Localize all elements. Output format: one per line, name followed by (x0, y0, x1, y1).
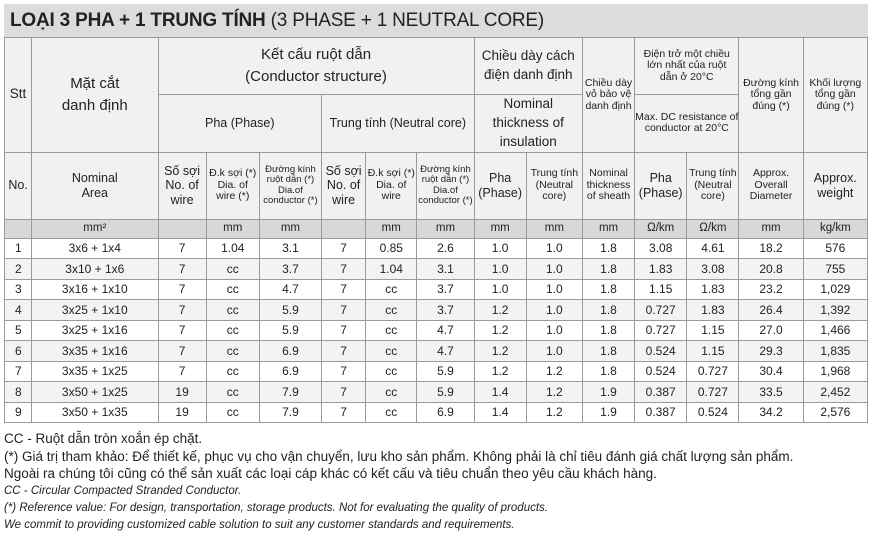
header-wires-neutral: Số sợi No. of wire (322, 152, 366, 219)
table-cell: 6.9 (259, 361, 321, 382)
header-conductor (158, 38, 474, 95)
table-cell: 1.8 (582, 279, 634, 300)
table-cell: 7 (322, 238, 366, 259)
table-cell: 2,576 (803, 402, 867, 423)
table-cell: 1.0 (526, 320, 582, 341)
table-cell: cc (206, 361, 259, 382)
header-res-phase: Pha (Phase) (635, 152, 687, 219)
table-cell: cc (206, 382, 259, 403)
table-cell: 3.7 (417, 300, 474, 321)
table-cell: 3.08 (635, 238, 687, 259)
header-weight-en: Approx. weight (803, 152, 867, 219)
unit-cell: mm (582, 219, 634, 238)
table-cell: 20.8 (739, 259, 803, 280)
table-cell: 1.8 (582, 320, 634, 341)
table-cell: 7 (158, 320, 206, 341)
header-dia-cond-neutral: Đường kính ruột dẫn (*) Dia.of conductor (*) (417, 152, 474, 219)
header-neutral-group: Trung tính (Neutral core) (322, 95, 475, 153)
header-phase-group: Pha (Phase) (158, 95, 322, 153)
note-reference-en: (*) Reference value: For design, transportation, storage products. Not for evaluating the quality of products. (4, 501, 548, 514)
table-cell: 1.0 (474, 279, 526, 300)
table-cell: 1.8 (582, 341, 634, 362)
table-cell: 1.15 (687, 320, 739, 341)
table-cell: 1.2 (526, 402, 582, 423)
table-cell: 3.7 (259, 259, 321, 280)
table-cell: 0.387 (635, 402, 687, 423)
header-insulation-vi: Chiều dày cách điện danh định (474, 38, 582, 95)
table-cell: 3x35 + 1x16 (32, 341, 158, 362)
header-ins-neutral: Trung tính (Neutral core) (526, 152, 582, 219)
header-sheath-en: Nominal thickness of sheath (582, 152, 634, 219)
table-cell: 5.9 (259, 320, 321, 341)
table-cell: cc (366, 361, 417, 382)
table-cell: 2 (5, 259, 32, 280)
table-cell: 4.7 (417, 341, 474, 362)
table-cell: 1,029 (803, 279, 867, 300)
header-res-neutral: Trung tính (Neutral core) (687, 152, 739, 219)
table-cell: cc (366, 300, 417, 321)
table-cell: 1.4 (474, 402, 526, 423)
spec-table (4, 37, 868, 423)
table-cell: 4.7 (417, 320, 474, 341)
table-cell: 7.9 (259, 402, 321, 423)
unit-cell (158, 219, 206, 238)
table-cell: cc (206, 279, 259, 300)
table-cell: 1.4 (474, 382, 526, 403)
table-cell: 1,392 (803, 300, 867, 321)
table-cell: 7 (322, 320, 366, 341)
table-cell: 1.2 (474, 341, 526, 362)
title-bar (4, 4, 868, 37)
table-cell: 1.8 (582, 259, 634, 280)
table-cell: 2.6 (417, 238, 474, 259)
table-cell: cc (366, 341, 417, 362)
header-insulation-en: Nominal thickness of insulation (474, 95, 582, 153)
table-cell: 0.524 (687, 402, 739, 423)
table-cell: cc (366, 279, 417, 300)
table-cell: 27.0 (739, 320, 803, 341)
header-wires-phase: Số sợi No. of wire (158, 152, 206, 219)
title-normal: (3 PHASE + 1 NEUTRAL CORE) (265, 9, 545, 31)
table-cell: 7 (5, 361, 32, 382)
unit-cell: mm (417, 219, 474, 238)
header-dia-wire-phase: Đ.k sợi (*) Dia. of wire (*) (206, 152, 259, 219)
note-cc-en: CC - Circular Compacted Stranded Conductor. (4, 484, 242, 497)
table-cell: 5.9 (417, 361, 474, 382)
table-row (5, 341, 868, 362)
header-area-vi: Mặt cắt danh định (32, 38, 158, 153)
table-cell: 1.8 (582, 361, 634, 382)
table-cell: 1.0 (474, 259, 526, 280)
table-cell: 0.727 (687, 382, 739, 403)
table-cell: 3x16 + 1x10 (32, 279, 158, 300)
unit-cell: Ω/km (635, 219, 687, 238)
unit-cell: mm (206, 219, 259, 238)
table-cell: 26.4 (739, 300, 803, 321)
table-cell: 8 (5, 382, 32, 403)
table-cell: 5.9 (417, 382, 474, 403)
table-cell: cc (206, 300, 259, 321)
table-cell: 1.8 (582, 300, 634, 321)
table-cell: 4 (5, 300, 32, 321)
table-cell: 34.2 (739, 402, 803, 423)
table-cell: 1.2 (526, 382, 582, 403)
table-cell: 19 (158, 402, 206, 423)
header-sheath-vi: Chiều dày vỏ bảo vệ danh định (582, 38, 634, 153)
table-cell: 1.2 (474, 320, 526, 341)
note-custom-vi: Ngoài ra chúng tôi cũng có thể sản xuất các loại cáp khác có kết cấu và tiêu chuẩn theo yêu cầu khách hàng. (4, 466, 657, 481)
table-cell: 6.9 (417, 402, 474, 423)
table-body (5, 238, 868, 423)
table-cell: cc (206, 402, 259, 423)
table-cell: 0.727 (687, 361, 739, 382)
unit-cell (5, 219, 32, 238)
table-cell: 3.1 (259, 238, 321, 259)
header-ins-phase: Pha (Phase) (474, 152, 526, 219)
table-cell: 1.8 (582, 238, 634, 259)
table-cell: 1.83 (687, 300, 739, 321)
unit-cell: mm (526, 219, 582, 238)
header-no: No. (5, 152, 32, 219)
note-custom-en: We commit to providing customized cable solution to suit any customer standards and requirements. (4, 518, 515, 531)
table-cell: cc (366, 382, 417, 403)
title-bold: LOẠI 3 PHA + 1 TRUNG TÍNH (10, 9, 266, 31)
table-cell: 1,835 (803, 341, 867, 362)
table-cell: 1.0 (526, 341, 582, 362)
table-cell: 3x35 + 1x25 (32, 361, 158, 382)
table-cell: 2,452 (803, 382, 867, 403)
header-conductor-en: (Conductor structure) (245, 68, 387, 85)
table-cell: 1,466 (803, 320, 867, 341)
table-cell: 9 (5, 402, 32, 423)
table-cell: cc (206, 320, 259, 341)
table-cell: 7 (158, 341, 206, 362)
table-cell: 3 (5, 279, 32, 300)
table-row (5, 259, 868, 280)
table-cell: 1.9 (582, 382, 634, 403)
table-cell: 3.7 (417, 279, 474, 300)
table-cell: 3x25 + 1x16 (32, 320, 158, 341)
table-cell: 1.15 (635, 279, 687, 300)
header-stt: Stt (5, 38, 32, 153)
table-cell: 1.04 (206, 238, 259, 259)
unit-cell: mm (366, 219, 417, 238)
unit-cell: kg/km (803, 219, 867, 238)
table-cell: 1,968 (803, 361, 867, 382)
table-cell: 7 (322, 382, 366, 403)
header-dia-cond-phase: Đường kính ruột dẫn (*) Dia.of conductor (*) (259, 152, 321, 219)
table-cell: 3x25 + 1x10 (32, 300, 158, 321)
unit-cell: Ω/km (687, 219, 739, 238)
table-cell: 1.83 (635, 259, 687, 280)
table-cell: 0.85 (366, 238, 417, 259)
table-cell: 1.0 (526, 300, 582, 321)
unit-cell: mm² (32, 219, 158, 238)
table-cell: 1.15 (687, 341, 739, 362)
table-cell: 7 (322, 259, 366, 280)
table-cell: 18.2 (739, 238, 803, 259)
table-cell: 3x50 + 1x25 (32, 382, 158, 403)
table-cell: 7 (322, 300, 366, 321)
page-title (4, 10, 544, 32)
table-cell: 576 (803, 238, 867, 259)
units-row (5, 219, 868, 238)
table-cell: 7 (158, 259, 206, 280)
table-cell: 7.9 (259, 382, 321, 403)
table-cell: 3.1 (417, 259, 474, 280)
table-cell: 0.524 (635, 361, 687, 382)
table-cell: cc (206, 341, 259, 362)
table-cell: 6 (5, 341, 32, 362)
table-cell: 0.727 (635, 320, 687, 341)
table-cell: 4.7 (259, 279, 321, 300)
table-cell: 3.08 (687, 259, 739, 280)
table-cell: 0.524 (635, 341, 687, 362)
table-cell: 7 (158, 279, 206, 300)
unit-cell: mm (739, 219, 803, 238)
table-cell: 1 (5, 238, 32, 259)
note-reference-vi: (*) Giá trị tham khảo: Để thiết kế, phục vụ cho vận chuyển, lưu kho sản phẩm. Không phải là chỉ tiêu đánh giá chất lượng sản phẩm. (4, 448, 794, 464)
header-resistance-en: Max. DC resistance of conductor at 20°C (635, 95, 739, 153)
table-cell: cc (366, 402, 417, 423)
table-cell: 1.2 (474, 361, 526, 382)
table-cell: 3x50 + 1x35 (32, 402, 158, 423)
table-cell: 1.0 (526, 279, 582, 300)
table-row (5, 382, 868, 403)
table-cell: 3x6 + 1x4 (32, 238, 158, 259)
table-cell: 1.0 (526, 238, 582, 259)
table-cell: 7 (158, 361, 206, 382)
table-cell: 5.9 (259, 300, 321, 321)
table-cell: 7 (322, 279, 366, 300)
table-cell: 1.2 (526, 361, 582, 382)
table-cell: 1.83 (687, 279, 739, 300)
header-diameter-en: Approx. Overall Diameter (739, 152, 803, 219)
table-cell: 30.4 (739, 361, 803, 382)
table-row (5, 402, 868, 423)
table-row (5, 238, 868, 259)
table-cell: 6.9 (259, 341, 321, 362)
table-cell: 7 (322, 361, 366, 382)
header-conductor-vi: Kết cấu ruột dẫn (260, 46, 372, 64)
unit-cell (322, 219, 366, 238)
table-cell: 1.04 (366, 259, 417, 280)
note-cc-vi: CC - Ruột dẫn tròn xoắn ép chặt. (4, 431, 203, 446)
table-row (5, 320, 868, 341)
unit-cell: mm (259, 219, 321, 238)
table-cell: 755 (803, 259, 867, 280)
table-cell: 5 (5, 320, 32, 341)
table-cell: 7 (322, 341, 366, 362)
table-cell: cc (366, 320, 417, 341)
table-cell: 19 (158, 382, 206, 403)
header-weight-vi: Khối lượng tổng gần đúng (*) (803, 38, 867, 153)
header-resistance-vi: Điện trở một chiều lớn nhất của ruột dẫn ở 20°C (635, 38, 739, 95)
table-cell: 3x10 + 1x6 (32, 259, 158, 280)
table-cell: 7 (158, 300, 206, 321)
notes (4, 430, 868, 534)
table-cell: cc (206, 259, 259, 280)
table-cell: 0.387 (635, 382, 687, 403)
table-row (5, 279, 868, 300)
header-dia-wire-neutral: Đ.k sợi (*) Dia. of wire (366, 152, 417, 219)
table-cell: 1.2 (474, 300, 526, 321)
table-cell: 29.3 (739, 341, 803, 362)
table-cell: 23.2 (739, 279, 803, 300)
table-cell: 1.9 (582, 402, 634, 423)
table-cell: 7 (322, 402, 366, 423)
table-cell: 4.61 (687, 238, 739, 259)
table-row (5, 300, 868, 321)
unit-cell: mm (474, 219, 526, 238)
table-cell: 1.0 (474, 238, 526, 259)
header-diameter-vi: Đường kính tổng gần đúng (*) (739, 38, 803, 153)
table-cell: 7 (158, 238, 206, 259)
table-row (5, 361, 868, 382)
header-area-en: Nominal Area (32, 152, 158, 219)
table-cell: 33.5 (739, 382, 803, 403)
table-cell: 1.0 (526, 259, 582, 280)
table-cell: 0.727 (635, 300, 687, 321)
